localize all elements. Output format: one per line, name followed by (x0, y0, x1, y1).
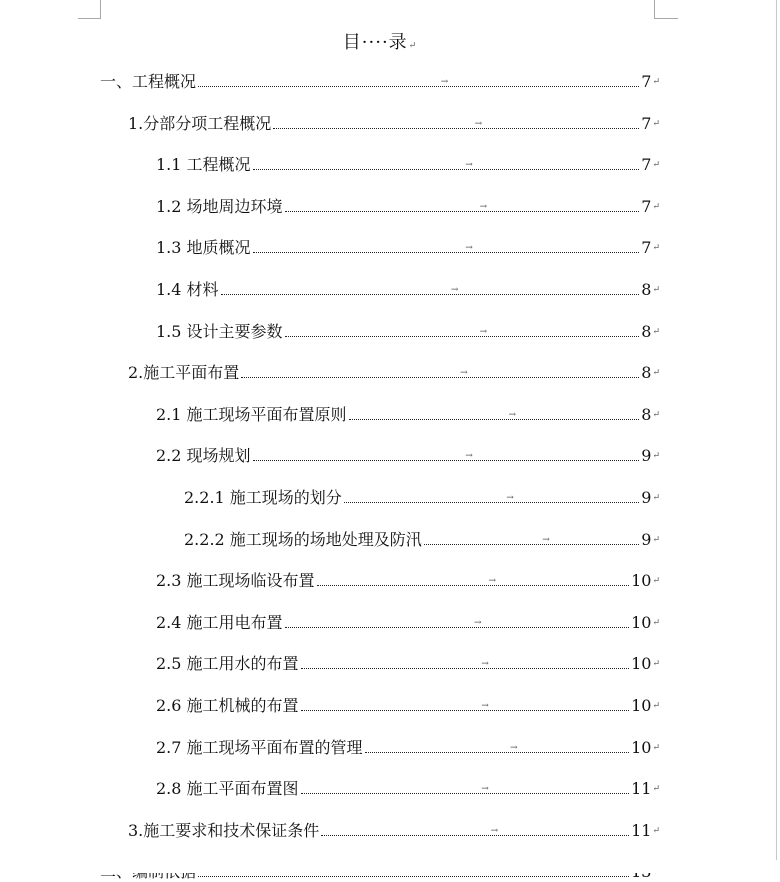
paragraph-mark-icon: ↵ (652, 368, 660, 379)
paragraph-mark-icon: ↵ (652, 659, 660, 670)
toc-entry-title: 1.分部分项工程概况 (128, 113, 272, 133)
tab-mark-icon: → (440, 77, 449, 87)
paragraph-mark-icon: ↵ (652, 701, 660, 711)
paragraph-mark-icon: ↵ (652, 493, 660, 503)
paragraph-mark-icon: ↵ (652, 742, 660, 753)
dot-leader (301, 659, 630, 670)
toc-entry[interactable] (156, 151, 660, 175)
toc-entry-page-number: 8 (641, 321, 652, 341)
toc-entry[interactable] (156, 276, 660, 300)
toc-entry-page-number: 7 (641, 72, 652, 91)
toc-entry-page-number: 10 (631, 612, 652, 632)
toc-entry-title: 2.2.2 施工现场的场地处理及防汛 (184, 529, 422, 549)
toc-entry[interactable] (128, 359, 660, 383)
page-bottom-clip (0, 860, 780, 873)
paragraph-mark-icon: ↵ (652, 285, 660, 295)
toc-entry-title: 1.4 材料 (156, 280, 219, 299)
paragraph-mark-icon: ↵ (652, 326, 660, 337)
crop-mark-right-horizontal (654, 18, 678, 19)
tab-mark-icon: → (506, 493, 514, 503)
tab-mark-icon: → (450, 285, 459, 295)
dot-leader (241, 368, 639, 379)
toc-entry[interactable] (128, 817, 660, 841)
paragraph-mark-icon: ↵ (652, 118, 660, 129)
toc-entry-page-number: 11 (631, 820, 652, 840)
dot-leader (365, 742, 630, 753)
dot-leader (273, 118, 639, 129)
toc-entry[interactable] (184, 526, 660, 550)
paragraph-mark-icon: ↵ (652, 243, 660, 254)
toc-entry-title: 2.2.1 施工现场的划分 (184, 488, 342, 507)
toc-entry[interactable] (156, 442, 660, 466)
toc-entry-page-number: 10 (631, 654, 652, 674)
toc-entry-page-number: 9 (641, 529, 652, 549)
crop-mark-left-horizontal (78, 18, 101, 19)
dot-leader (301, 784, 630, 795)
paragraph-mark-icon: ↵ (652, 451, 660, 462)
toc-entry-page-number: 7 (641, 155, 652, 175)
toc-entry-page-number: 7 (641, 113, 652, 133)
toc-entry-page-number: 9 (641, 488, 652, 507)
toc-entry-title: 1.2 场地周边环境 (156, 196, 283, 216)
toc-title (0, 28, 760, 54)
toc-entry-title: 3.施工要求和技术保证条件 (128, 820, 320, 840)
tab-mark-icon: → (479, 326, 488, 337)
tab-mark-icon: → (474, 118, 483, 129)
paragraph-mark-icon: ↵ (652, 784, 660, 795)
toc-entry[interactable] (156, 567, 660, 591)
toc-entry-title: 2.施工平面布置 (128, 363, 240, 383)
tab-mark-icon: → (474, 617, 482, 628)
dot-leader (317, 576, 630, 587)
dot-leader (285, 617, 630, 628)
toc-entry-title: 2.6 施工机械的布置 (156, 696, 299, 715)
paragraph-mark-icon: ↵ (652, 534, 660, 545)
tab-mark-icon: → (460, 368, 468, 379)
dot-leader (198, 876, 629, 877)
toc-entry-title: 2.4 施工用电布置 (156, 612, 283, 632)
paragraph-mark-icon: ↵ (652, 160, 660, 171)
toc-entry[interactable] (156, 318, 660, 342)
toc-entry[interactable] (156, 775, 660, 799)
toc-entry[interactable] (100, 68, 660, 92)
toc-entry-title: 一、工程概况 (100, 72, 197, 91)
dot-leader (424, 534, 639, 545)
tab-mark-icon: → (508, 409, 516, 420)
toc-entry-page-number: 9 (641, 446, 652, 466)
paragraph-mark-icon: ↵ (652, 576, 660, 587)
paragraph-mark-icon: ↵ (652, 409, 660, 420)
dot-leader (221, 285, 640, 295)
page-right-edge (776, 0, 777, 873)
tab-mark-icon: → (465, 451, 473, 462)
toc-entry-title: 1.5 设计主要参数 (156, 321, 283, 341)
paragraph-mark-icon: ↵ (652, 825, 660, 836)
toc-entry-title: 1.3 地质概况 (156, 238, 251, 258)
dot-leader (198, 77, 639, 87)
dot-leader (321, 825, 629, 836)
crop-mark-left-vertical (100, 0, 101, 18)
toc-entry-page-number: 8 (641, 404, 652, 424)
tab-mark-icon: → (481, 784, 489, 795)
dot-leader (253, 451, 640, 462)
toc-entry[interactable] (156, 609, 660, 633)
toc-entry-page-number: 7 (641, 196, 652, 216)
toc-entry[interactable] (156, 234, 660, 258)
dot-leader (301, 701, 630, 711)
dot-leader (344, 493, 639, 503)
toc-entry-title: 2.7 施工现场平面布置的管理 (156, 737, 363, 757)
dot-leader (253, 160, 640, 171)
tab-mark-icon: → (465, 243, 473, 254)
toc-entry[interactable] (156, 401, 660, 425)
toc-entry[interactable] (128, 110, 660, 134)
dot-leader (253, 243, 640, 254)
toc-entry-page-number: 11 (631, 779, 652, 799)
tab-mark-icon: → (542, 534, 550, 545)
toc-entry-page-number: 10 (631, 696, 652, 715)
toc-entry-title: 2.1 施工现场平面布置原则 (156, 404, 347, 424)
tab-mark-icon: → (481, 701, 489, 711)
dot-leader (285, 326, 640, 337)
tab-mark-icon: → (479, 201, 488, 212)
toc-entry[interactable] (156, 692, 660, 716)
paragraph-mark-icon: ↵ (652, 77, 660, 87)
toc-entry[interactable] (184, 484, 660, 508)
toc-entry-title: 2.3 施工现场临设布置 (156, 571, 315, 591)
tab-mark-icon: → (481, 659, 489, 670)
toc-entry-title: 2.2 现场规划 (156, 446, 251, 466)
toc-entry-page-number: 10 (631, 571, 652, 591)
tab-mark-icon: → (510, 742, 518, 753)
toc-entry-page-number: 10 (631, 737, 652, 757)
toc-entry[interactable] (156, 193, 660, 217)
toc-entry-page-number: 7 (641, 238, 652, 258)
toc-entry-title: 2.8 施工平面布置图 (156, 779, 299, 799)
dot-leader (349, 409, 640, 420)
toc-entry[interactable] (156, 650, 660, 674)
tab-mark-icon: → (465, 160, 473, 171)
toc-entry-page-number: 8 (641, 363, 652, 383)
dot-leader (285, 201, 640, 212)
paragraph-mark-icon: ↵ (652, 201, 660, 212)
toc-entry-title: 1.1 工程概况 (156, 155, 251, 175)
crop-mark-right-vertical (654, 0, 655, 18)
tab-mark-icon: → (490, 825, 499, 836)
tab-mark-icon: → (488, 576, 496, 587)
toc-entry-page-number: 8 (641, 280, 652, 299)
paragraph-mark-icon: ↵ (408, 41, 418, 51)
toc-entry-title: 2.5 施工用水的布置 (156, 654, 299, 674)
toc-entry[interactable] (156, 734, 660, 758)
toc-title-text: 目····录 (342, 32, 408, 53)
paragraph-mark-icon: ↵ (652, 617, 660, 628)
